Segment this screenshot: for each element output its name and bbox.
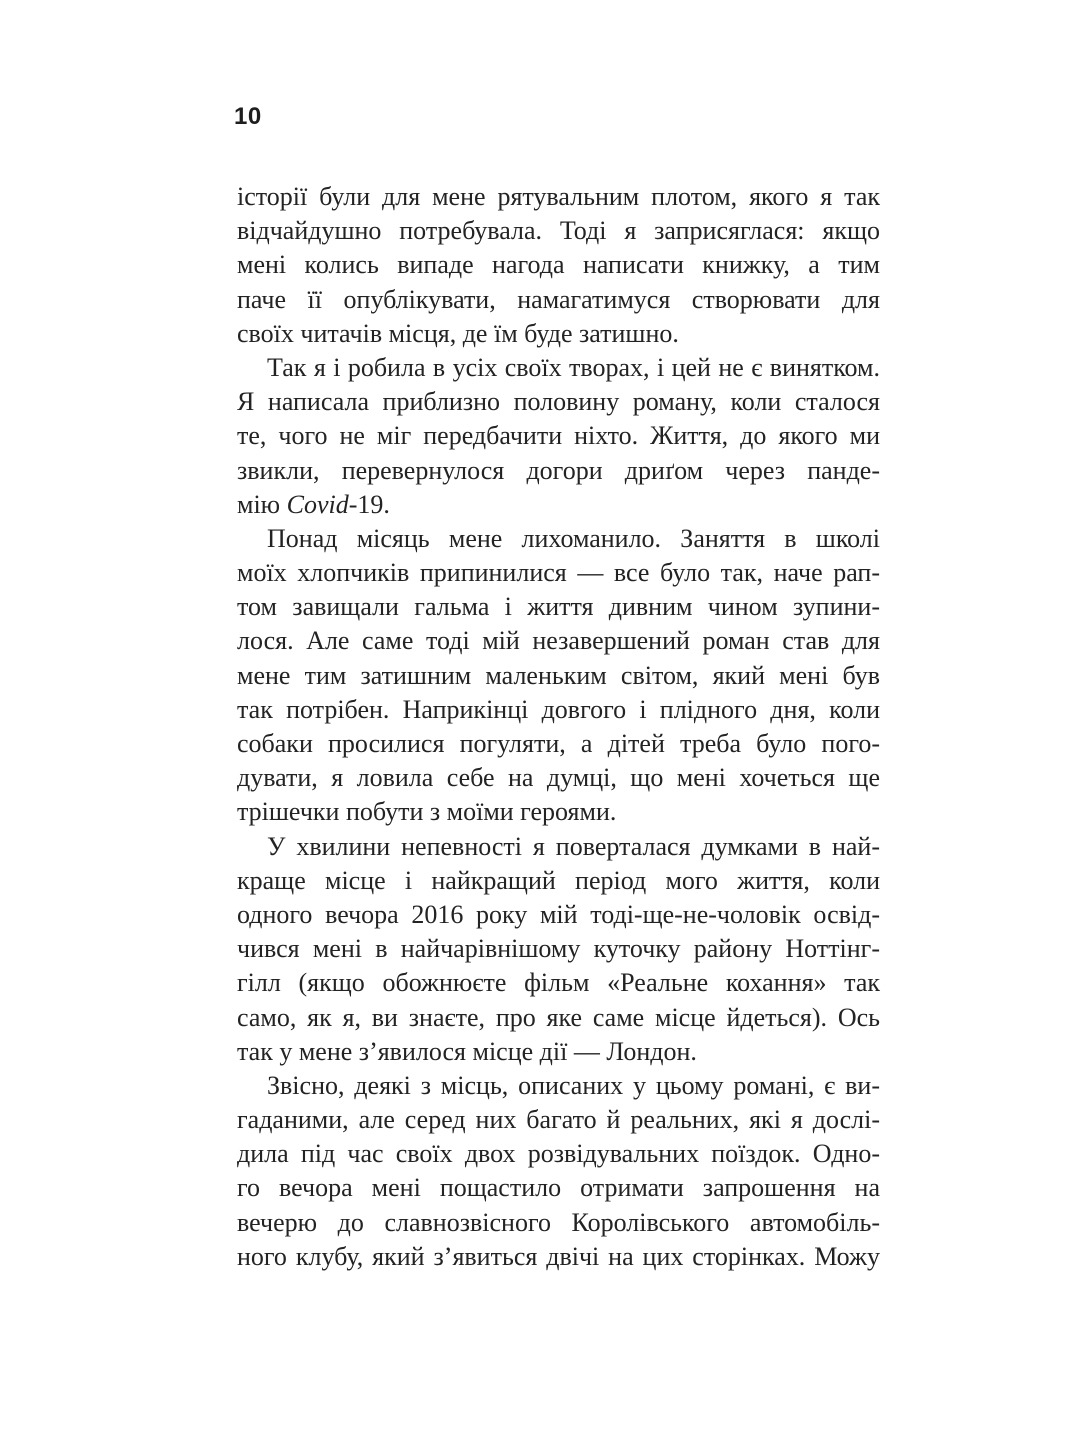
text-line bbox=[237, 1206, 880, 1240]
text-line bbox=[237, 1137, 880, 1171]
text-block bbox=[237, 180, 880, 1274]
text-run: Я написала приблизно половину роману, коли сталося bbox=[237, 387, 880, 417]
text-run: так у мене з’явилося місце дії — Лондон. bbox=[237, 1036, 697, 1066]
text-line bbox=[237, 590, 880, 624]
text-run: У хвилини непевності я поверталася думками в най- bbox=[267, 831, 880, 861]
text-line bbox=[237, 1240, 880, 1274]
text-line bbox=[237, 624, 880, 658]
text-run: собаки просилися погуляти, а дітей треба було пого- bbox=[237, 729, 880, 758]
text-run: відчайдушно потребувала. Тоді я заприсяглася: якщо bbox=[237, 216, 880, 246]
text-line bbox=[237, 385, 880, 419]
text-run: паче її опублікувати, намагатимуся створювати для bbox=[237, 284, 880, 314]
text-run: історії були для мене рятувальним плотом, якого я так bbox=[237, 182, 880, 211]
text-line bbox=[237, 727, 880, 761]
text-line bbox=[237, 180, 880, 214]
text-line bbox=[237, 1171, 880, 1205]
text-line bbox=[237, 248, 880, 282]
text-run: -19. bbox=[348, 489, 390, 519]
text-run: те, чого не міг передбачити ніхто. Життя, до якого ми bbox=[237, 421, 880, 451]
text-line bbox=[237, 932, 880, 966]
text-line bbox=[237, 761, 880, 795]
text-run: гаданими, але серед них багато й реальних, які я дослі- bbox=[237, 1105, 880, 1135]
text-line bbox=[237, 317, 880, 351]
text-run: вечерю до славнозвісного Королівського автомобіль- bbox=[237, 1207, 880, 1237]
text-line bbox=[237, 214, 880, 248]
text-line bbox=[237, 966, 880, 1000]
text-run: своїх читачів місця, де їм буде затишно. bbox=[237, 318, 679, 348]
text-run: гілл (якщо обожнюєте фільм «Реальне кохання» так bbox=[237, 968, 880, 998]
text-run: само, як я, ви знаєте, про яке саме місце йдеться). Ось bbox=[237, 1002, 880, 1032]
text-line bbox=[237, 864, 880, 898]
text-line bbox=[237, 795, 880, 829]
text-line bbox=[237, 454, 880, 488]
text-run: мені колись випаде нагода написати книжку, а тим bbox=[237, 250, 880, 280]
text-run: Понад місяць мене лихоманило. Заняття в школі bbox=[267, 523, 880, 553]
text-run: краще місце і найкращий період мого життя, коли bbox=[237, 865, 880, 895]
text-line bbox=[237, 659, 880, 693]
text-line bbox=[237, 1001, 880, 1035]
text-run: го вечора мені пощастило отримати запрошення на bbox=[237, 1173, 880, 1203]
text-line bbox=[237, 522, 880, 556]
text-run: Так я і робила в усіх своїх творах, і цей не є винятком. bbox=[267, 352, 880, 382]
text-run: ного клубу, який з’явиться двічі на цих сторінках. Можу bbox=[237, 1241, 880, 1271]
text-run: трішечки побути з моїми героями. bbox=[237, 797, 617, 827]
text-run: Звісно, деякі з місць, описаних у цьому романі, є ви- bbox=[267, 1070, 880, 1100]
text-run-italic: Covid bbox=[286, 489, 349, 519]
text-run: лося. Але саме тоді мій незавершений роман став для bbox=[237, 626, 880, 656]
text-run: дувати, я ловила себе на думці, що мені хочеться ще bbox=[237, 763, 880, 793]
text-line bbox=[237, 419, 880, 453]
text-line bbox=[237, 830, 880, 864]
text-line bbox=[237, 283, 880, 317]
page-number: 10 bbox=[234, 103, 262, 130]
text-line bbox=[237, 1103, 880, 1137]
text-line bbox=[237, 556, 880, 590]
text-run: моїх хлопчиків припинилися — все було так, наче рап- bbox=[237, 558, 880, 588]
text-line bbox=[237, 693, 880, 727]
text-run: так потрібен. Наприкінці довгого і плідного дня, коли bbox=[237, 694, 880, 724]
text-run: чився мені в найчарівнішому куточку району Ноттінг- bbox=[237, 934, 880, 964]
text-line bbox=[237, 898, 880, 932]
text-line bbox=[237, 488, 880, 522]
text-run: мене тим затишним маленьким світом, який мені був bbox=[237, 660, 880, 690]
text-run: звикли, перевернулося догори дриґом через панде- bbox=[237, 455, 880, 485]
text-run: том завищали гальма і життя дивним чином зупини- bbox=[237, 592, 880, 622]
text-line bbox=[237, 351, 880, 385]
text-run: мію bbox=[237, 489, 287, 519]
text-run: дила під час своїх двох розвідувальних поїздок. Одно- bbox=[237, 1139, 880, 1169]
text-line bbox=[237, 1035, 880, 1069]
text-run: одного вечора 2016 року мій тоді-ще-не-чоловік освід- bbox=[237, 899, 880, 929]
text-line bbox=[237, 1069, 880, 1103]
